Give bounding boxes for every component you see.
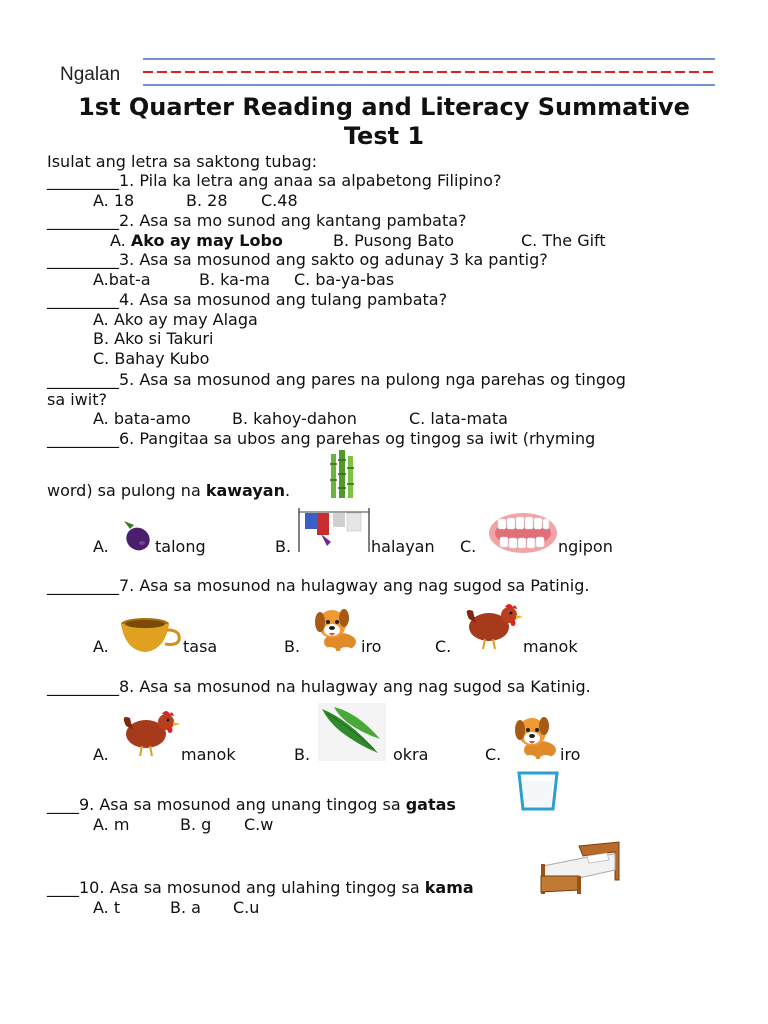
question-10: [47, 878, 474, 897]
q3-option-c: C. ba-ya-bas: [294, 270, 395, 289]
answer-blank[interactable]: ____: [47, 795, 79, 814]
answer-blank[interactable]: _________: [47, 211, 119, 230]
question-text: 7. Asa sa mosunod na hulagway ang nag sugod sa Patinig.: [119, 576, 590, 595]
q8-option-b-letter: B.: [294, 745, 311, 764]
question-9: [47, 795, 456, 814]
q8-option-c-letter: C.: [485, 745, 502, 764]
teeth-icon: [488, 511, 558, 555]
eggplant-icon: [118, 515, 154, 553]
q5-option-a: A. bata-amo: [93, 409, 191, 428]
name-label: Ngalan: [60, 64, 121, 85]
dog-icon: [510, 712, 562, 762]
question-6-cont: [47, 481, 290, 500]
chicken-icon: [463, 601, 523, 651]
q4-option-c: C. Bahay Kubo: [93, 349, 210, 368]
question-text: 5. Asa sa mosunod ang pares na pulong nga parehas og tingog: [119, 370, 626, 389]
option-bold-text: Ako ay may Lobo: [130, 231, 283, 250]
question-1: [47, 171, 501, 190]
q2-option-b: B. Pusong Bato: [333, 231, 455, 250]
answer-blank[interactable]: _________: [47, 370, 119, 389]
q7-option-b-word: iro: [361, 637, 382, 656]
answer-blank[interactable]: _________: [47, 250, 119, 269]
bed-icon: [539, 840, 623, 896]
milk-glass-icon: [517, 771, 559, 811]
name-guide-lines: [140, 52, 720, 92]
q6-option-a-letter: A.: [93, 537, 109, 556]
answer-blank[interactable]: _________: [47, 576, 119, 595]
q2-option-c: C. The Gift: [521, 231, 606, 250]
q8-option-a-word: manok: [181, 745, 236, 764]
q7-option-b-letter: B.: [284, 637, 301, 656]
keyword: kama: [424, 878, 474, 897]
page-title-line2: Test 1: [343, 122, 425, 150]
okra-icon: [318, 703, 386, 761]
question-8: [47, 677, 591, 696]
q3-option-b: B. ka-ma: [199, 270, 271, 289]
keyword: kawayan: [205, 481, 285, 500]
q8-option-c-word: iro: [560, 745, 581, 764]
question-5-cont: sa iwit?: [47, 390, 107, 409]
question-2: [47, 211, 467, 230]
question-text: 9. Asa sa mosunod ang unang tingog sa: [79, 795, 406, 814]
q3-option-a: A.bat-a: [93, 270, 151, 289]
q2-option-a: [110, 231, 283, 250]
q6-option-b-word: halayan: [371, 537, 435, 556]
q9-option-b: B. g: [180, 815, 212, 834]
answer-blank[interactable]: _________: [47, 171, 119, 190]
text: word) sa pulong na: [47, 481, 206, 500]
answer-blank[interactable]: ____: [47, 878, 79, 897]
question-text: 3. Asa sa mosunod ang sakto og adunay 3 ka pantig?: [119, 250, 548, 269]
answer-blank[interactable]: _________: [47, 429, 119, 448]
question-4: [47, 290, 447, 309]
q1-option-a: A. 18: [93, 191, 135, 210]
q4-option-a: A. Ako ay may Alaga: [93, 310, 258, 329]
question-7: [47, 576, 589, 595]
q6-option-c-word: ngipon: [558, 537, 613, 556]
q10-option-c: C.u: [233, 898, 260, 917]
q8-option-b-word: okra: [393, 745, 429, 764]
question-5: [47, 370, 626, 389]
clothesline-icon: [297, 506, 371, 554]
q10-option-b: B. a: [170, 898, 201, 917]
q5-option-c: C. lata-mata: [409, 409, 508, 428]
q8-option-a-letter: A.: [93, 745, 109, 764]
q7-option-c-word: manok: [523, 637, 578, 656]
bamboo-icon: [328, 450, 356, 498]
cup-icon: [119, 616, 183, 656]
question-3: [47, 250, 548, 269]
q1-option-c: C.48: [261, 191, 298, 210]
text: .: [284, 481, 291, 500]
page-title: [0, 93, 768, 151]
q7-option-a-word: tasa: [183, 637, 218, 656]
q9-option-a: A. m: [93, 815, 130, 834]
q9-option-c: C.w: [244, 815, 274, 834]
question-text: 2. Asa sa mo sunod ang kantang pambata?: [119, 211, 467, 230]
question-text: 8. Asa sa mosunod na hulagway ang nag sugod sa Katinig.: [119, 677, 591, 696]
dog-icon: [310, 604, 362, 654]
keyword: gatas: [405, 795, 456, 814]
question-6: [47, 429, 595, 448]
q6-option-a-word: talong: [155, 537, 206, 556]
answer-blank[interactable]: _________: [47, 677, 119, 696]
q1-option-b: B. 28: [186, 191, 228, 210]
page-title-line1: 1st Quarter Reading and Literacy Summative: [78, 93, 690, 121]
instruction: Isulat ang letra sa saktong tubag:: [47, 152, 318, 171]
question-text: 10. Asa sa mosunod ang ulahing tingog sa: [79, 878, 425, 897]
q7-option-a-letter: A.: [93, 637, 109, 656]
q6-option-c-letter: C.: [460, 537, 477, 556]
option-letter: A.: [110, 231, 126, 250]
q10-option-a: A. t: [93, 898, 121, 917]
question-text: 6. Pangitaa sa ubos ang parehas og tingog sa iwit (rhyming: [119, 429, 596, 448]
q7-option-c-letter: C.: [435, 637, 452, 656]
q5-option-b: B. kahoy-dahon: [232, 409, 357, 428]
answer-blank[interactable]: _________: [47, 290, 119, 309]
question-text: 4. Asa sa mosunod ang tulang pambata?: [119, 290, 448, 309]
q6-option-b-letter: B.: [275, 537, 292, 556]
question-text: 1. Pila ka letra ang anaa sa alpabetong Filipino?: [119, 171, 502, 190]
q4-option-b: B. Ako si Takuri: [93, 329, 214, 348]
chicken-icon: [120, 708, 180, 758]
